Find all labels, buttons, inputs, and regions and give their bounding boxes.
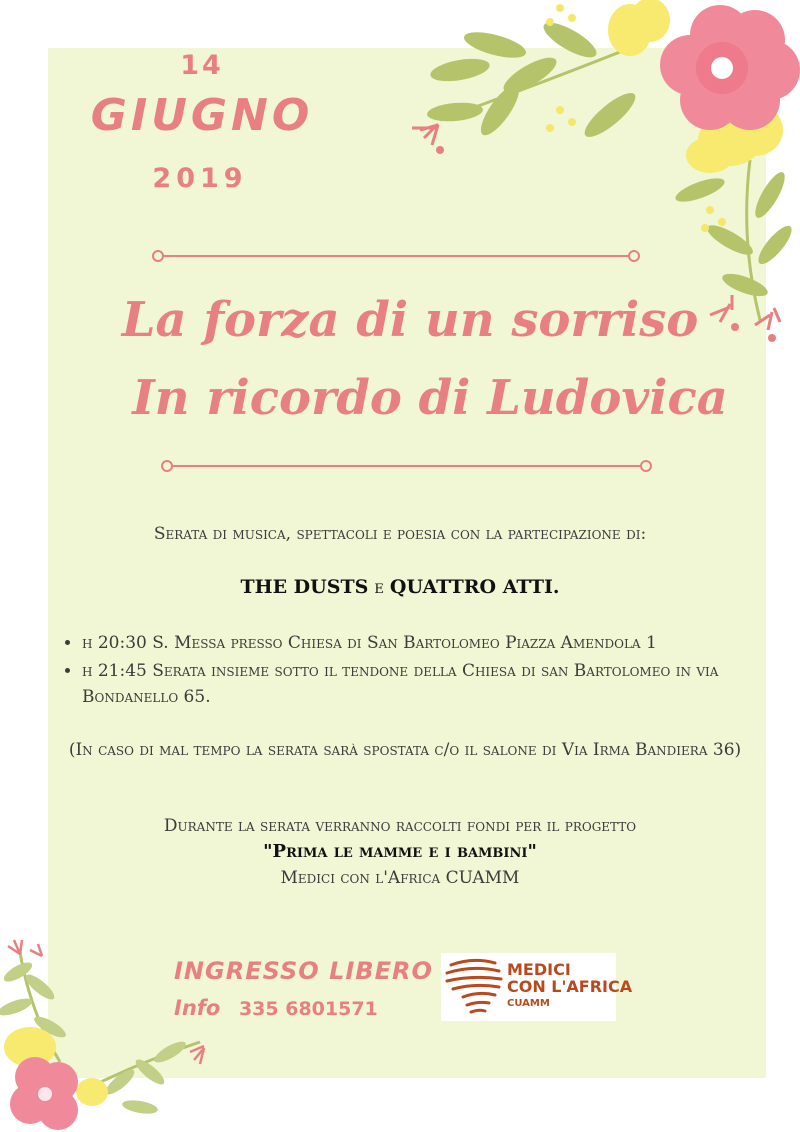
intro-text: Serata di musica, spettacoli e poesia con la partecipazione di: xyxy=(153,524,647,544)
logo-text-3: CUAMM xyxy=(507,998,550,1009)
africa-map-icon xyxy=(443,955,505,1019)
band-connector: e xyxy=(374,576,384,598)
divider-bottom xyxy=(158,459,658,473)
title-line-1: La forza di un sorriso xyxy=(121,292,699,348)
date-day: 14 xyxy=(180,50,224,81)
divider-top xyxy=(150,249,670,263)
weather-note: (In caso di mal tempo la serata sarà spostata c/o il salone di Via Irma Bandiera 36) xyxy=(68,740,742,760)
band-1: THE DUSTS xyxy=(240,576,369,598)
organization-name: Medici con l'Africa CUAMM xyxy=(280,868,520,888)
schedule-item: • h 20:30 S. Messa presso Chiesa di San Bartolomeo Piazza Amendola 1 xyxy=(82,630,782,656)
schedule-item: • h 21:45 Serata insieme sotto il tendone della Chiesa di san Bartolomeo in via Bondanello 65. xyxy=(82,658,782,710)
title-line-2: In ricordo di Ludovica xyxy=(132,370,728,426)
info-line xyxy=(174,996,434,1020)
logo-text-1: MEDICI xyxy=(507,960,571,979)
schedule-list xyxy=(60,630,782,712)
date-month: GIUGNO xyxy=(90,90,314,141)
fundraising-text: Durante la serata verranno raccolti fondi per il progetto xyxy=(163,816,637,836)
info-phone: 335 6801571 xyxy=(238,998,378,1020)
bands-line xyxy=(60,576,740,598)
cuamm-logo xyxy=(441,953,633,1021)
free-entry-label: INGRESSO LIBERO xyxy=(174,957,433,985)
project-name: "Prima le mamme e i bambini" xyxy=(263,841,537,862)
band-2: QUATTRO ATTI. xyxy=(389,576,560,598)
date-year: 2019 xyxy=(152,163,248,194)
info-label: Info xyxy=(174,996,221,1020)
logo-text-2: CON L'AFRICA xyxy=(507,977,633,996)
